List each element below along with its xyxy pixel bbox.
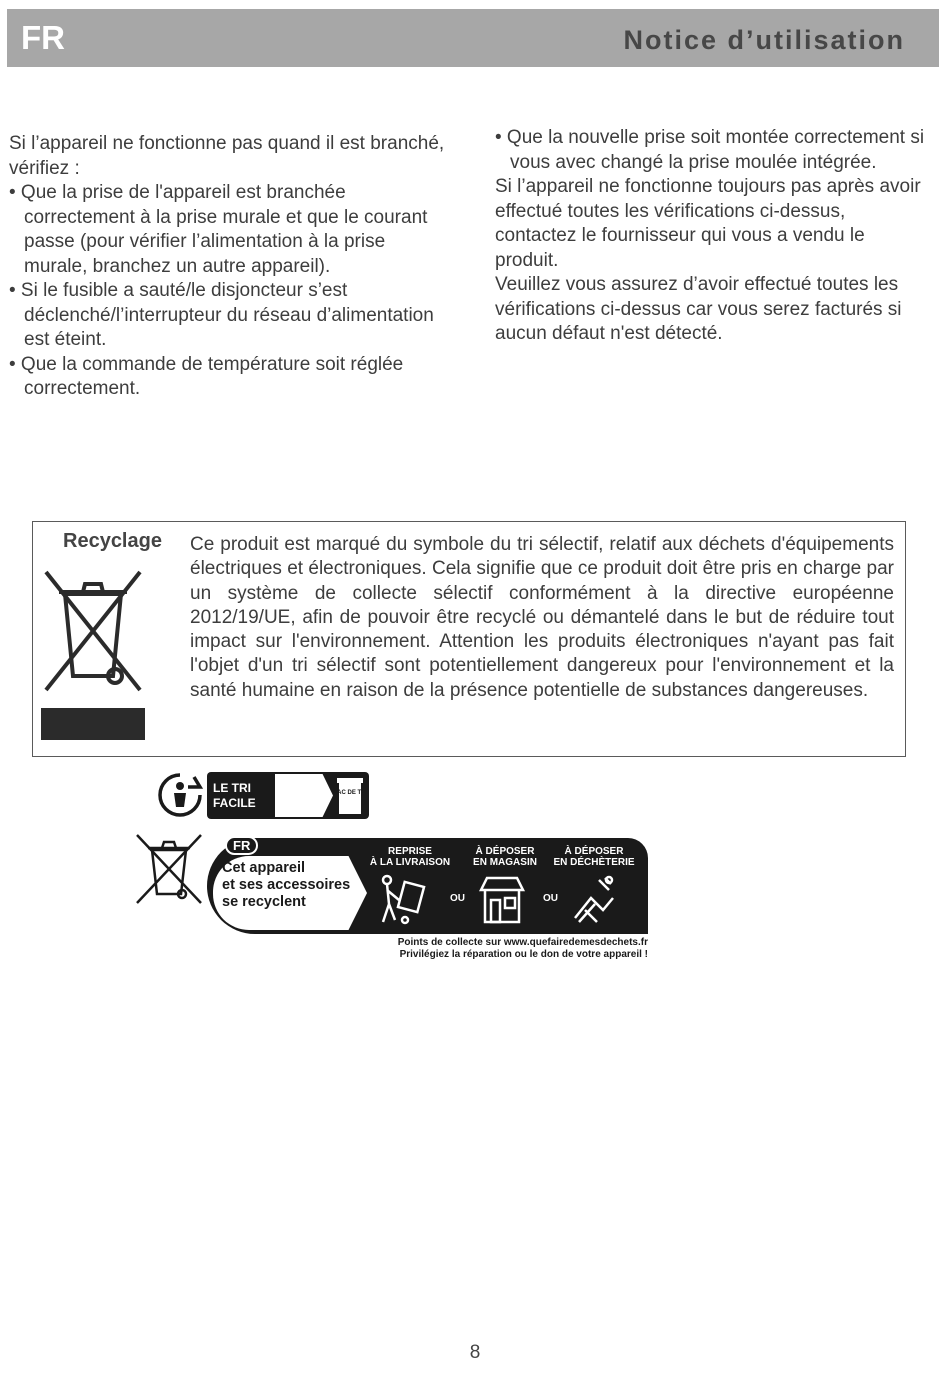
option-subtitle: EN MAGASIN (473, 857, 537, 868)
language-code: FR (21, 19, 65, 56)
footnote-line: Privilégiez la réparation ou le don de votre appareil ! (399, 949, 648, 960)
logo-line-2: FACILE (213, 796, 256, 810)
collection-footnote (300, 937, 648, 961)
option-title: REPRISE (388, 846, 432, 857)
recycling-box (32, 521, 906, 757)
message-line: se recyclent (222, 894, 306, 910)
option-title: À DÉPOSER (475, 846, 535, 857)
logo-line-1: LE TRI (213, 781, 251, 795)
triman-icon (156, 771, 204, 819)
recycle-message (222, 860, 350, 911)
recycling-label: Recyclage (63, 530, 162, 552)
store-icon (477, 874, 527, 926)
option-subtitle: À LA LIVRAISON (369, 857, 451, 868)
right-paragraph-1: Si l’appareil ne fonctionne toujours pas après avoir effectué toutes les vérifications ci-dessus, contactez le fournisseur qui vous a vendu le produit. (495, 176, 921, 271)
check-item: • Que la nouvelle prise soit montée correctement si vous avec changé la prise moulée intégrée. (495, 127, 925, 173)
check-item: • Si le fusible a sauté/le disjoncteur s’est déclenché/l’interrupteur du réseau d’alimentation est éteint. (9, 280, 434, 350)
page-header (7, 9, 939, 67)
option-title: À DÉPOSER (564, 846, 624, 857)
bin-label: BAC DE TRI (332, 790, 368, 796)
option-recycling-center (551, 846, 637, 868)
crossed-bin-icon (134, 832, 204, 906)
le-tri-facile-logo (207, 772, 369, 819)
page-number: 8 (469, 1342, 481, 1363)
message-line: et ses accessoires (222, 877, 351, 893)
option-subtitle: EN DÉCHÈTERIE (553, 857, 635, 868)
right-paragraph-2: Veuillez vous assurez d’avoir effectué toutes les vérifications ci-dessus car vous serez facturés si aucun défaut n'est détecté. (495, 274, 902, 344)
check-item: • Que la prise de l'appareil est branchée correctement à la prise murale et que le courant passe (pour vérifier l’alimentation à la prise murale, branchez un autre appareil). (9, 182, 428, 277)
left-intro: Si l’appareil ne fonctionne pas quand il est branché, vérifiez : (9, 133, 445, 179)
page-title: Notice d’utilisation (623, 25, 905, 55)
right-column (495, 126, 925, 347)
check-item: • Que la commande de température soit réglée correctement. (9, 353, 404, 399)
recycling-info-box (207, 838, 648, 934)
black-bar (41, 708, 145, 740)
or-label: OU (543, 893, 558, 904)
recycling-center-icon (569, 874, 619, 926)
or-label: OU (450, 893, 465, 904)
option-delivery (365, 846, 455, 868)
option-store (465, 846, 545, 868)
device-panel (275, 774, 333, 817)
footnote-line: Points de collecte sur www.quefairedemesdechets.fr (397, 937, 648, 948)
message-line: Cet appareil (222, 860, 305, 876)
left-column (9, 132, 449, 402)
crossed-bin-icon (41, 564, 145, 696)
recycling-text: Ce produit est marqué du symbole du tri sélectif, relatif aux déchets d'équipements électriques et électroniques. Cela signifie que ce produit doit être pris en charge par un système de collecte sélectif conformément à la directive européenne 2012/19/UE, afin de pouvoir être recyclé ou démantelé dans le but de réduire tout impact sur l'environnement. Attention les produits électroniques n'ayant pas fait l'objet d'un tri sélectif sont potentiellement dangereux pour l'environnement et la santé humaine en raison de la présence potentielle de substances dangereuses. (190, 534, 894, 701)
sorting-bin-icon (332, 776, 368, 816)
delivery-icon (377, 874, 427, 926)
country-badge: FR (225, 836, 258, 855)
